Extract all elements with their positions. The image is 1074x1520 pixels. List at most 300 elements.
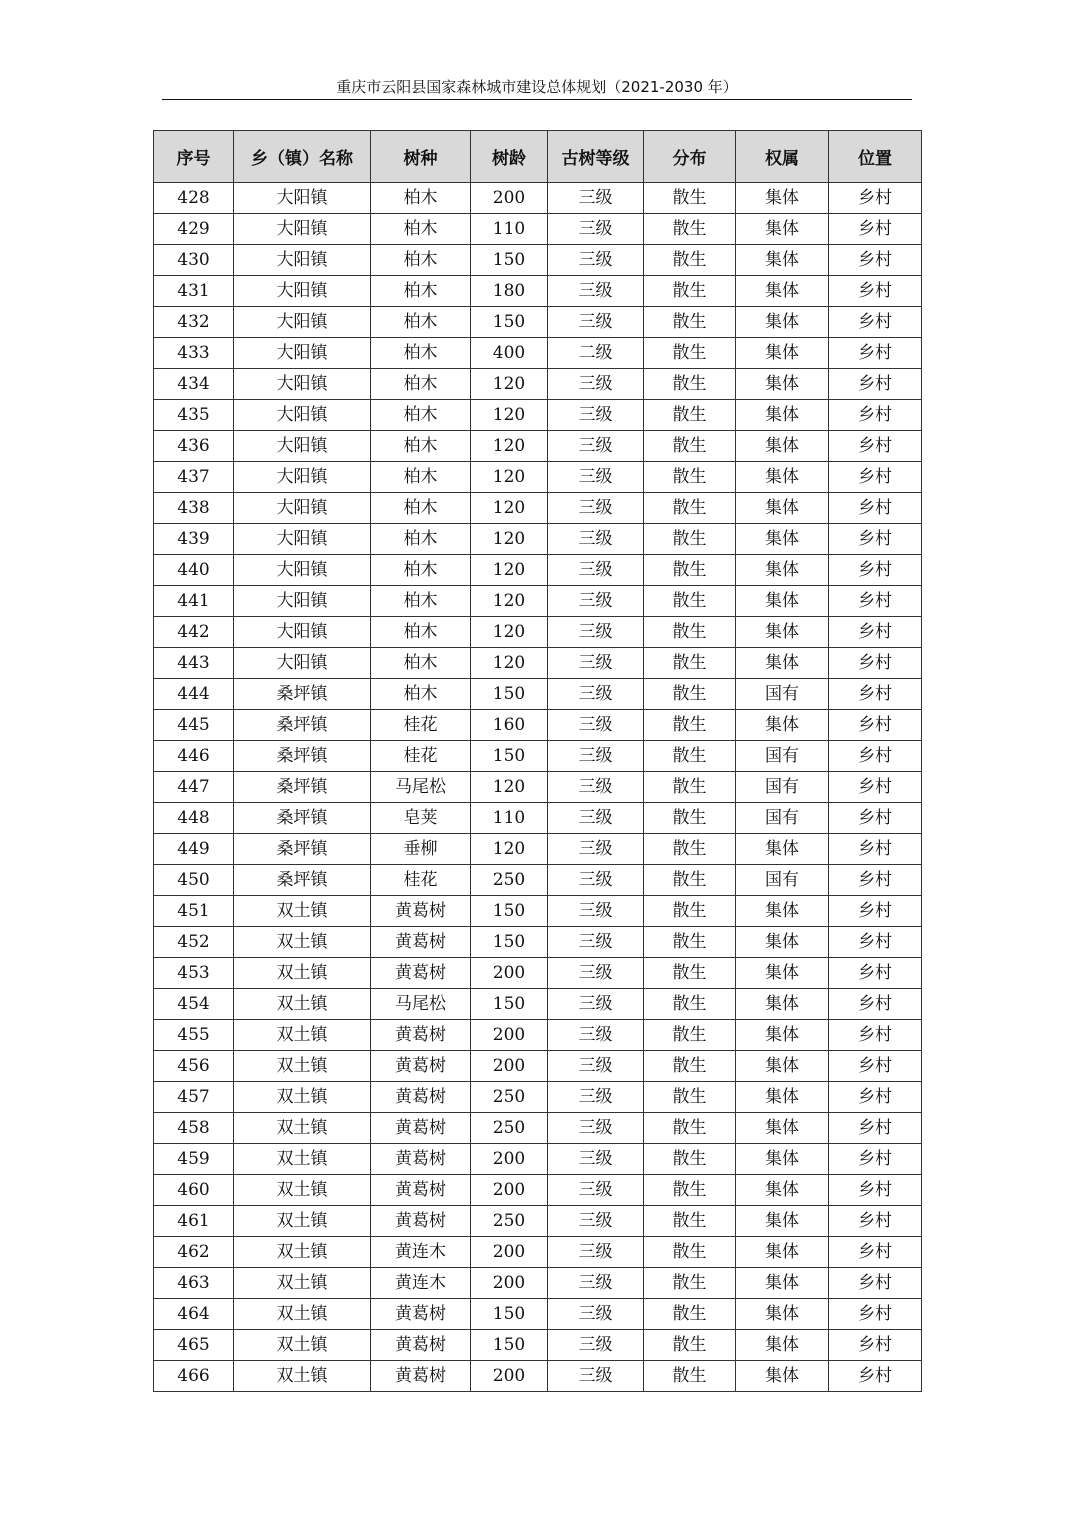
table-row <box>154 772 922 803</box>
cell-grade: 三级 <box>548 617 644 648</box>
cell-location: 乡村 <box>829 431 922 462</box>
cell-ownership: 集体 <box>736 555 829 586</box>
cell-index: 461 <box>154 1206 234 1237</box>
cell-grade: 三级 <box>548 245 644 276</box>
table-row <box>154 586 922 617</box>
cell-index: 443 <box>154 648 234 679</box>
cell-ownership: 集体 <box>736 648 829 679</box>
cell-species: 柏木 <box>371 400 471 431</box>
cell-age: 150 <box>471 1299 548 1330</box>
cell-township: 双土镇 <box>234 1175 371 1206</box>
cell-age: 120 <box>471 462 548 493</box>
cell-distribution: 散生 <box>644 400 736 431</box>
cell-location: 乡村 <box>829 648 922 679</box>
cell-ownership: 集体 <box>736 1206 829 1237</box>
cell-grade: 三级 <box>548 462 644 493</box>
table-row <box>154 710 922 741</box>
cell-township: 双土镇 <box>234 1237 371 1268</box>
cell-species: 黄葛树 <box>371 927 471 958</box>
cell-location: 乡村 <box>829 896 922 927</box>
table-row <box>154 896 922 927</box>
cell-species: 柏木 <box>371 493 471 524</box>
cell-age: 120 <box>471 834 548 865</box>
cell-distribution: 散生 <box>644 462 736 493</box>
cell-location: 乡村 <box>829 307 922 338</box>
cell-index: 464 <box>154 1299 234 1330</box>
cell-location: 乡村 <box>829 400 922 431</box>
cell-location: 乡村 <box>829 1144 922 1175</box>
cell-age: 200 <box>471 1361 548 1392</box>
cell-location: 乡村 <box>829 1082 922 1113</box>
cell-grade: 三级 <box>548 183 644 214</box>
cell-township: 大阳镇 <box>234 493 371 524</box>
cell-index: 466 <box>154 1361 234 1392</box>
cell-index: 459 <box>154 1144 234 1175</box>
cell-age: 200 <box>471 1175 548 1206</box>
cell-ownership: 国有 <box>736 741 829 772</box>
cell-grade: 三级 <box>548 1268 644 1299</box>
cell-location: 乡村 <box>829 958 922 989</box>
column-header-location: 位置 <box>829 131 922 183</box>
cell-location: 乡村 <box>829 555 922 586</box>
cell-age: 120 <box>471 586 548 617</box>
cell-distribution: 散生 <box>644 1113 736 1144</box>
column-header-grade: 古树等级 <box>548 131 644 183</box>
cell-ownership: 集体 <box>736 989 829 1020</box>
cell-township: 大阳镇 <box>234 400 371 431</box>
cell-grade: 三级 <box>548 214 644 245</box>
table-row <box>154 1361 922 1392</box>
cell-location: 乡村 <box>829 1299 922 1330</box>
cell-ownership: 集体 <box>736 1237 829 1268</box>
cell-distribution: 散生 <box>644 927 736 958</box>
cell-township: 大阳镇 <box>234 431 371 462</box>
table-body <box>154 183 922 1392</box>
cell-species: 柏木 <box>371 431 471 462</box>
cell-township: 双土镇 <box>234 1051 371 1082</box>
cell-distribution: 散生 <box>644 183 736 214</box>
cell-distribution: 散生 <box>644 1330 736 1361</box>
cell-grade: 三级 <box>548 276 644 307</box>
cell-index: 455 <box>154 1020 234 1051</box>
cell-ownership: 集体 <box>736 1268 829 1299</box>
table-row <box>154 1206 922 1237</box>
cell-township: 双土镇 <box>234 1330 371 1361</box>
cell-location: 乡村 <box>829 276 922 307</box>
cell-township: 双土镇 <box>234 927 371 958</box>
cell-distribution: 散生 <box>644 307 736 338</box>
cell-distribution: 散生 <box>644 1175 736 1206</box>
cell-species: 柏木 <box>371 462 471 493</box>
cell-age: 150 <box>471 741 548 772</box>
column-header-index: 序号 <box>154 131 234 183</box>
cell-age: 120 <box>471 617 548 648</box>
cell-grade: 三级 <box>548 1051 644 1082</box>
table-row <box>154 741 922 772</box>
cell-distribution: 散生 <box>644 276 736 307</box>
cell-township: 桑坪镇 <box>234 834 371 865</box>
cell-township: 双土镇 <box>234 1113 371 1144</box>
cell-age: 400 <box>471 338 548 369</box>
column-header-distribution: 分布 <box>644 131 736 183</box>
cell-distribution: 散生 <box>644 710 736 741</box>
table-row <box>154 1299 922 1330</box>
cell-species: 马尾松 <box>371 989 471 1020</box>
cell-grade: 三级 <box>548 1361 644 1392</box>
cell-township: 桑坪镇 <box>234 865 371 896</box>
cell-species: 黄连木 <box>371 1268 471 1299</box>
cell-distribution: 散生 <box>644 741 736 772</box>
cell-township: 大阳镇 <box>234 307 371 338</box>
cell-grade: 三级 <box>548 586 644 617</box>
cell-township: 大阳镇 <box>234 338 371 369</box>
cell-distribution: 散生 <box>644 1051 736 1082</box>
cell-species: 黄葛树 <box>371 1299 471 1330</box>
cell-township: 双土镇 <box>234 1020 371 1051</box>
table-row <box>154 524 922 555</box>
cell-age: 120 <box>471 524 548 555</box>
table-header-row <box>154 131 922 183</box>
cell-species: 柏木 <box>371 276 471 307</box>
table-row <box>154 1268 922 1299</box>
table-row <box>154 1051 922 1082</box>
table-row <box>154 958 922 989</box>
cell-grade: 三级 <box>548 1237 644 1268</box>
cell-distribution: 散生 <box>644 1268 736 1299</box>
cell-location: 乡村 <box>829 586 922 617</box>
cell-ownership: 国有 <box>736 679 829 710</box>
cell-age: 150 <box>471 989 548 1020</box>
cell-ownership: 集体 <box>736 1175 829 1206</box>
cell-ownership: 集体 <box>736 896 829 927</box>
cell-index: 446 <box>154 741 234 772</box>
column-header-township: 乡（镇）名称 <box>234 131 371 183</box>
cell-index: 432 <box>154 307 234 338</box>
cell-index: 456 <box>154 1051 234 1082</box>
cell-species: 黄葛树 <box>371 1330 471 1361</box>
table-row <box>154 834 922 865</box>
cell-index: 448 <box>154 803 234 834</box>
cell-ownership: 集体 <box>736 462 829 493</box>
cell-distribution: 散生 <box>644 989 736 1020</box>
cell-ownership: 集体 <box>736 617 829 648</box>
cell-township: 大阳镇 <box>234 245 371 276</box>
cell-township: 桑坪镇 <box>234 772 371 803</box>
cell-township: 大阳镇 <box>234 214 371 245</box>
table-row <box>154 989 922 1020</box>
cell-location: 乡村 <box>829 1020 922 1051</box>
cell-ownership: 集体 <box>736 493 829 524</box>
cell-age: 200 <box>471 958 548 989</box>
cell-ownership: 集体 <box>736 183 829 214</box>
cell-township: 大阳镇 <box>234 648 371 679</box>
cell-index: 437 <box>154 462 234 493</box>
cell-distribution: 散生 <box>644 1082 736 1113</box>
cell-index: 433 <box>154 338 234 369</box>
cell-age: 180 <box>471 276 548 307</box>
cell-township: 大阳镇 <box>234 586 371 617</box>
cell-age: 250 <box>471 1206 548 1237</box>
column-header-ownership: 权属 <box>736 131 829 183</box>
cell-distribution: 散生 <box>644 555 736 586</box>
cell-species: 柏木 <box>371 617 471 648</box>
cell-ownership: 集体 <box>736 431 829 462</box>
cell-location: 乡村 <box>829 772 922 803</box>
cell-species: 柏木 <box>371 524 471 555</box>
table-row <box>154 1020 922 1051</box>
cell-index: 460 <box>154 1175 234 1206</box>
cell-grade: 三级 <box>548 834 644 865</box>
table-header <box>154 131 922 183</box>
cell-grade: 三级 <box>548 555 644 586</box>
table-row <box>154 307 922 338</box>
cell-grade: 三级 <box>548 493 644 524</box>
cell-location: 乡村 <box>829 214 922 245</box>
cell-distribution: 散生 <box>644 958 736 989</box>
table-row <box>154 400 922 431</box>
cell-age: 250 <box>471 1113 548 1144</box>
cell-location: 乡村 <box>829 1268 922 1299</box>
cell-township: 双土镇 <box>234 1361 371 1392</box>
cell-distribution: 散生 <box>644 1020 736 1051</box>
cell-grade: 三级 <box>548 1113 644 1144</box>
cell-species: 柏木 <box>371 648 471 679</box>
cell-age: 250 <box>471 1082 548 1113</box>
table-row <box>154 462 922 493</box>
cell-index: 462 <box>154 1237 234 1268</box>
cell-index: 430 <box>154 245 234 276</box>
cell-ownership: 集体 <box>736 1113 829 1144</box>
cell-location: 乡村 <box>829 865 922 896</box>
table-row <box>154 431 922 462</box>
cell-location: 乡村 <box>829 369 922 400</box>
cell-distribution: 散生 <box>644 772 736 803</box>
cell-index: 442 <box>154 617 234 648</box>
cell-township: 大阳镇 <box>234 524 371 555</box>
cell-location: 乡村 <box>829 1361 922 1392</box>
cell-grade: 三级 <box>548 1144 644 1175</box>
cell-index: 445 <box>154 710 234 741</box>
cell-location: 乡村 <box>829 803 922 834</box>
cell-ownership: 集体 <box>736 369 829 400</box>
cell-species: 柏木 <box>371 245 471 276</box>
cell-location: 乡村 <box>829 1051 922 1082</box>
cell-age: 120 <box>471 400 548 431</box>
cell-distribution: 散生 <box>644 1206 736 1237</box>
cell-location: 乡村 <box>829 245 922 276</box>
page-header-title: 重庆市云阳县国家森林城市建设总体规划（2021-2030 年） <box>162 76 912 100</box>
cell-species: 柏木 <box>371 214 471 245</box>
cell-grade: 三级 <box>548 741 644 772</box>
cell-grade: 三级 <box>548 1082 644 1113</box>
cell-age: 120 <box>471 431 548 462</box>
cell-species: 桂花 <box>371 710 471 741</box>
cell-ownership: 国有 <box>736 803 829 834</box>
cell-location: 乡村 <box>829 834 922 865</box>
cell-location: 乡村 <box>829 989 922 1020</box>
cell-index: 457 <box>154 1082 234 1113</box>
cell-distribution: 散生 <box>644 896 736 927</box>
cell-age: 200 <box>471 1237 548 1268</box>
cell-ownership: 国有 <box>736 772 829 803</box>
cell-distribution: 散生 <box>644 679 736 710</box>
cell-species: 黄葛树 <box>371 1144 471 1175</box>
cell-ownership: 集体 <box>736 214 829 245</box>
cell-location: 乡村 <box>829 617 922 648</box>
table-row <box>154 1113 922 1144</box>
table-row <box>154 214 922 245</box>
cell-grade: 三级 <box>548 648 644 679</box>
cell-ownership: 集体 <box>736 1020 829 1051</box>
cell-grade: 三级 <box>548 524 644 555</box>
cell-age: 150 <box>471 1330 548 1361</box>
cell-township: 双土镇 <box>234 958 371 989</box>
table-row <box>154 555 922 586</box>
cell-grade: 三级 <box>548 369 644 400</box>
cell-township: 大阳镇 <box>234 555 371 586</box>
cell-township: 桑坪镇 <box>234 741 371 772</box>
cell-species: 黄葛树 <box>371 1051 471 1082</box>
cell-index: 450 <box>154 865 234 896</box>
cell-grade: 三级 <box>548 865 644 896</box>
cell-location: 乡村 <box>829 1175 922 1206</box>
cell-index: 452 <box>154 927 234 958</box>
cell-index: 444 <box>154 679 234 710</box>
cell-location: 乡村 <box>829 524 922 555</box>
cell-township: 桑坪镇 <box>234 803 371 834</box>
cell-township: 双土镇 <box>234 1082 371 1113</box>
cell-location: 乡村 <box>829 462 922 493</box>
cell-ownership: 集体 <box>736 245 829 276</box>
cell-species: 黄葛树 <box>371 896 471 927</box>
cell-distribution: 散生 <box>644 1237 736 1268</box>
cell-species: 黄葛树 <box>371 1082 471 1113</box>
cell-grade: 三级 <box>548 927 644 958</box>
cell-location: 乡村 <box>829 679 922 710</box>
cell-location: 乡村 <box>829 1237 922 1268</box>
cell-grade: 三级 <box>548 896 644 927</box>
cell-location: 乡村 <box>829 741 922 772</box>
table-row <box>154 617 922 648</box>
cell-distribution: 散生 <box>644 338 736 369</box>
cell-ownership: 集体 <box>736 1144 829 1175</box>
column-header-species: 树种 <box>371 131 471 183</box>
table-row <box>154 648 922 679</box>
cell-location: 乡村 <box>829 710 922 741</box>
cell-species: 柏木 <box>371 338 471 369</box>
table-row <box>154 1330 922 1361</box>
cell-distribution: 散生 <box>644 369 736 400</box>
cell-location: 乡村 <box>829 183 922 214</box>
table-row <box>154 493 922 524</box>
cell-age: 150 <box>471 679 548 710</box>
cell-township: 桑坪镇 <box>234 679 371 710</box>
cell-age: 250 <box>471 865 548 896</box>
cell-distribution: 散生 <box>644 586 736 617</box>
cell-location: 乡村 <box>829 927 922 958</box>
cell-distribution: 散生 <box>644 803 736 834</box>
cell-township: 大阳镇 <box>234 183 371 214</box>
cell-township: 大阳镇 <box>234 462 371 493</box>
cell-township: 大阳镇 <box>234 276 371 307</box>
cell-species: 黄葛树 <box>371 958 471 989</box>
cell-ownership: 集体 <box>736 1082 829 1113</box>
cell-township: 双土镇 <box>234 1144 371 1175</box>
cell-township: 双土镇 <box>234 1268 371 1299</box>
table-row <box>154 1144 922 1175</box>
cell-grade: 三级 <box>548 307 644 338</box>
cell-species: 黄葛树 <box>371 1206 471 1237</box>
cell-index: 431 <box>154 276 234 307</box>
column-header-age: 树龄 <box>471 131 548 183</box>
cell-index: 441 <box>154 586 234 617</box>
table-row <box>154 1082 922 1113</box>
cell-grade: 三级 <box>548 710 644 741</box>
cell-age: 120 <box>471 369 548 400</box>
cell-age: 120 <box>471 555 548 586</box>
cell-distribution: 散生 <box>644 648 736 679</box>
cell-distribution: 散生 <box>644 524 736 555</box>
cell-species: 黄葛树 <box>371 1361 471 1392</box>
table-row <box>154 338 922 369</box>
cell-index: 435 <box>154 400 234 431</box>
cell-grade: 三级 <box>548 1206 644 1237</box>
cell-species: 柏木 <box>371 307 471 338</box>
cell-index: 434 <box>154 369 234 400</box>
cell-location: 乡村 <box>829 1330 922 1361</box>
cell-distribution: 散生 <box>644 834 736 865</box>
cell-index: 429 <box>154 214 234 245</box>
cell-species: 桂花 <box>371 865 471 896</box>
cell-ownership: 集体 <box>736 276 829 307</box>
cell-age: 200 <box>471 1268 548 1299</box>
cell-grade: 二级 <box>548 338 644 369</box>
table-row <box>154 679 922 710</box>
cell-index: 451 <box>154 896 234 927</box>
cell-age: 200 <box>471 1144 548 1175</box>
cell-distribution: 散生 <box>644 214 736 245</box>
cell-ownership: 集体 <box>736 834 829 865</box>
cell-index: 428 <box>154 183 234 214</box>
cell-distribution: 散生 <box>644 1361 736 1392</box>
cell-distribution: 散生 <box>644 431 736 462</box>
cell-ownership: 集体 <box>736 927 829 958</box>
cell-township: 双土镇 <box>234 1206 371 1237</box>
cell-distribution: 散生 <box>644 493 736 524</box>
cell-species: 黄葛树 <box>371 1020 471 1051</box>
cell-grade: 三级 <box>548 1175 644 1206</box>
cell-grade: 三级 <box>548 431 644 462</box>
cell-distribution: 散生 <box>644 245 736 276</box>
cell-ownership: 集体 <box>736 1330 829 1361</box>
cell-ownership: 集体 <box>736 524 829 555</box>
cell-township: 桑坪镇 <box>234 710 371 741</box>
cell-grade: 三级 <box>548 989 644 1020</box>
table-row <box>154 369 922 400</box>
cell-township: 双土镇 <box>234 989 371 1020</box>
cell-index: 465 <box>154 1330 234 1361</box>
cell-index: 447 <box>154 772 234 803</box>
cell-age: 110 <box>471 214 548 245</box>
cell-location: 乡村 <box>829 1206 922 1237</box>
table-row <box>154 183 922 214</box>
cell-index: 440 <box>154 555 234 586</box>
cell-species: 柏木 <box>371 369 471 400</box>
cell-grade: 三级 <box>548 400 644 431</box>
cell-index: 458 <box>154 1113 234 1144</box>
cell-index: 454 <box>154 989 234 1020</box>
table-row <box>154 927 922 958</box>
